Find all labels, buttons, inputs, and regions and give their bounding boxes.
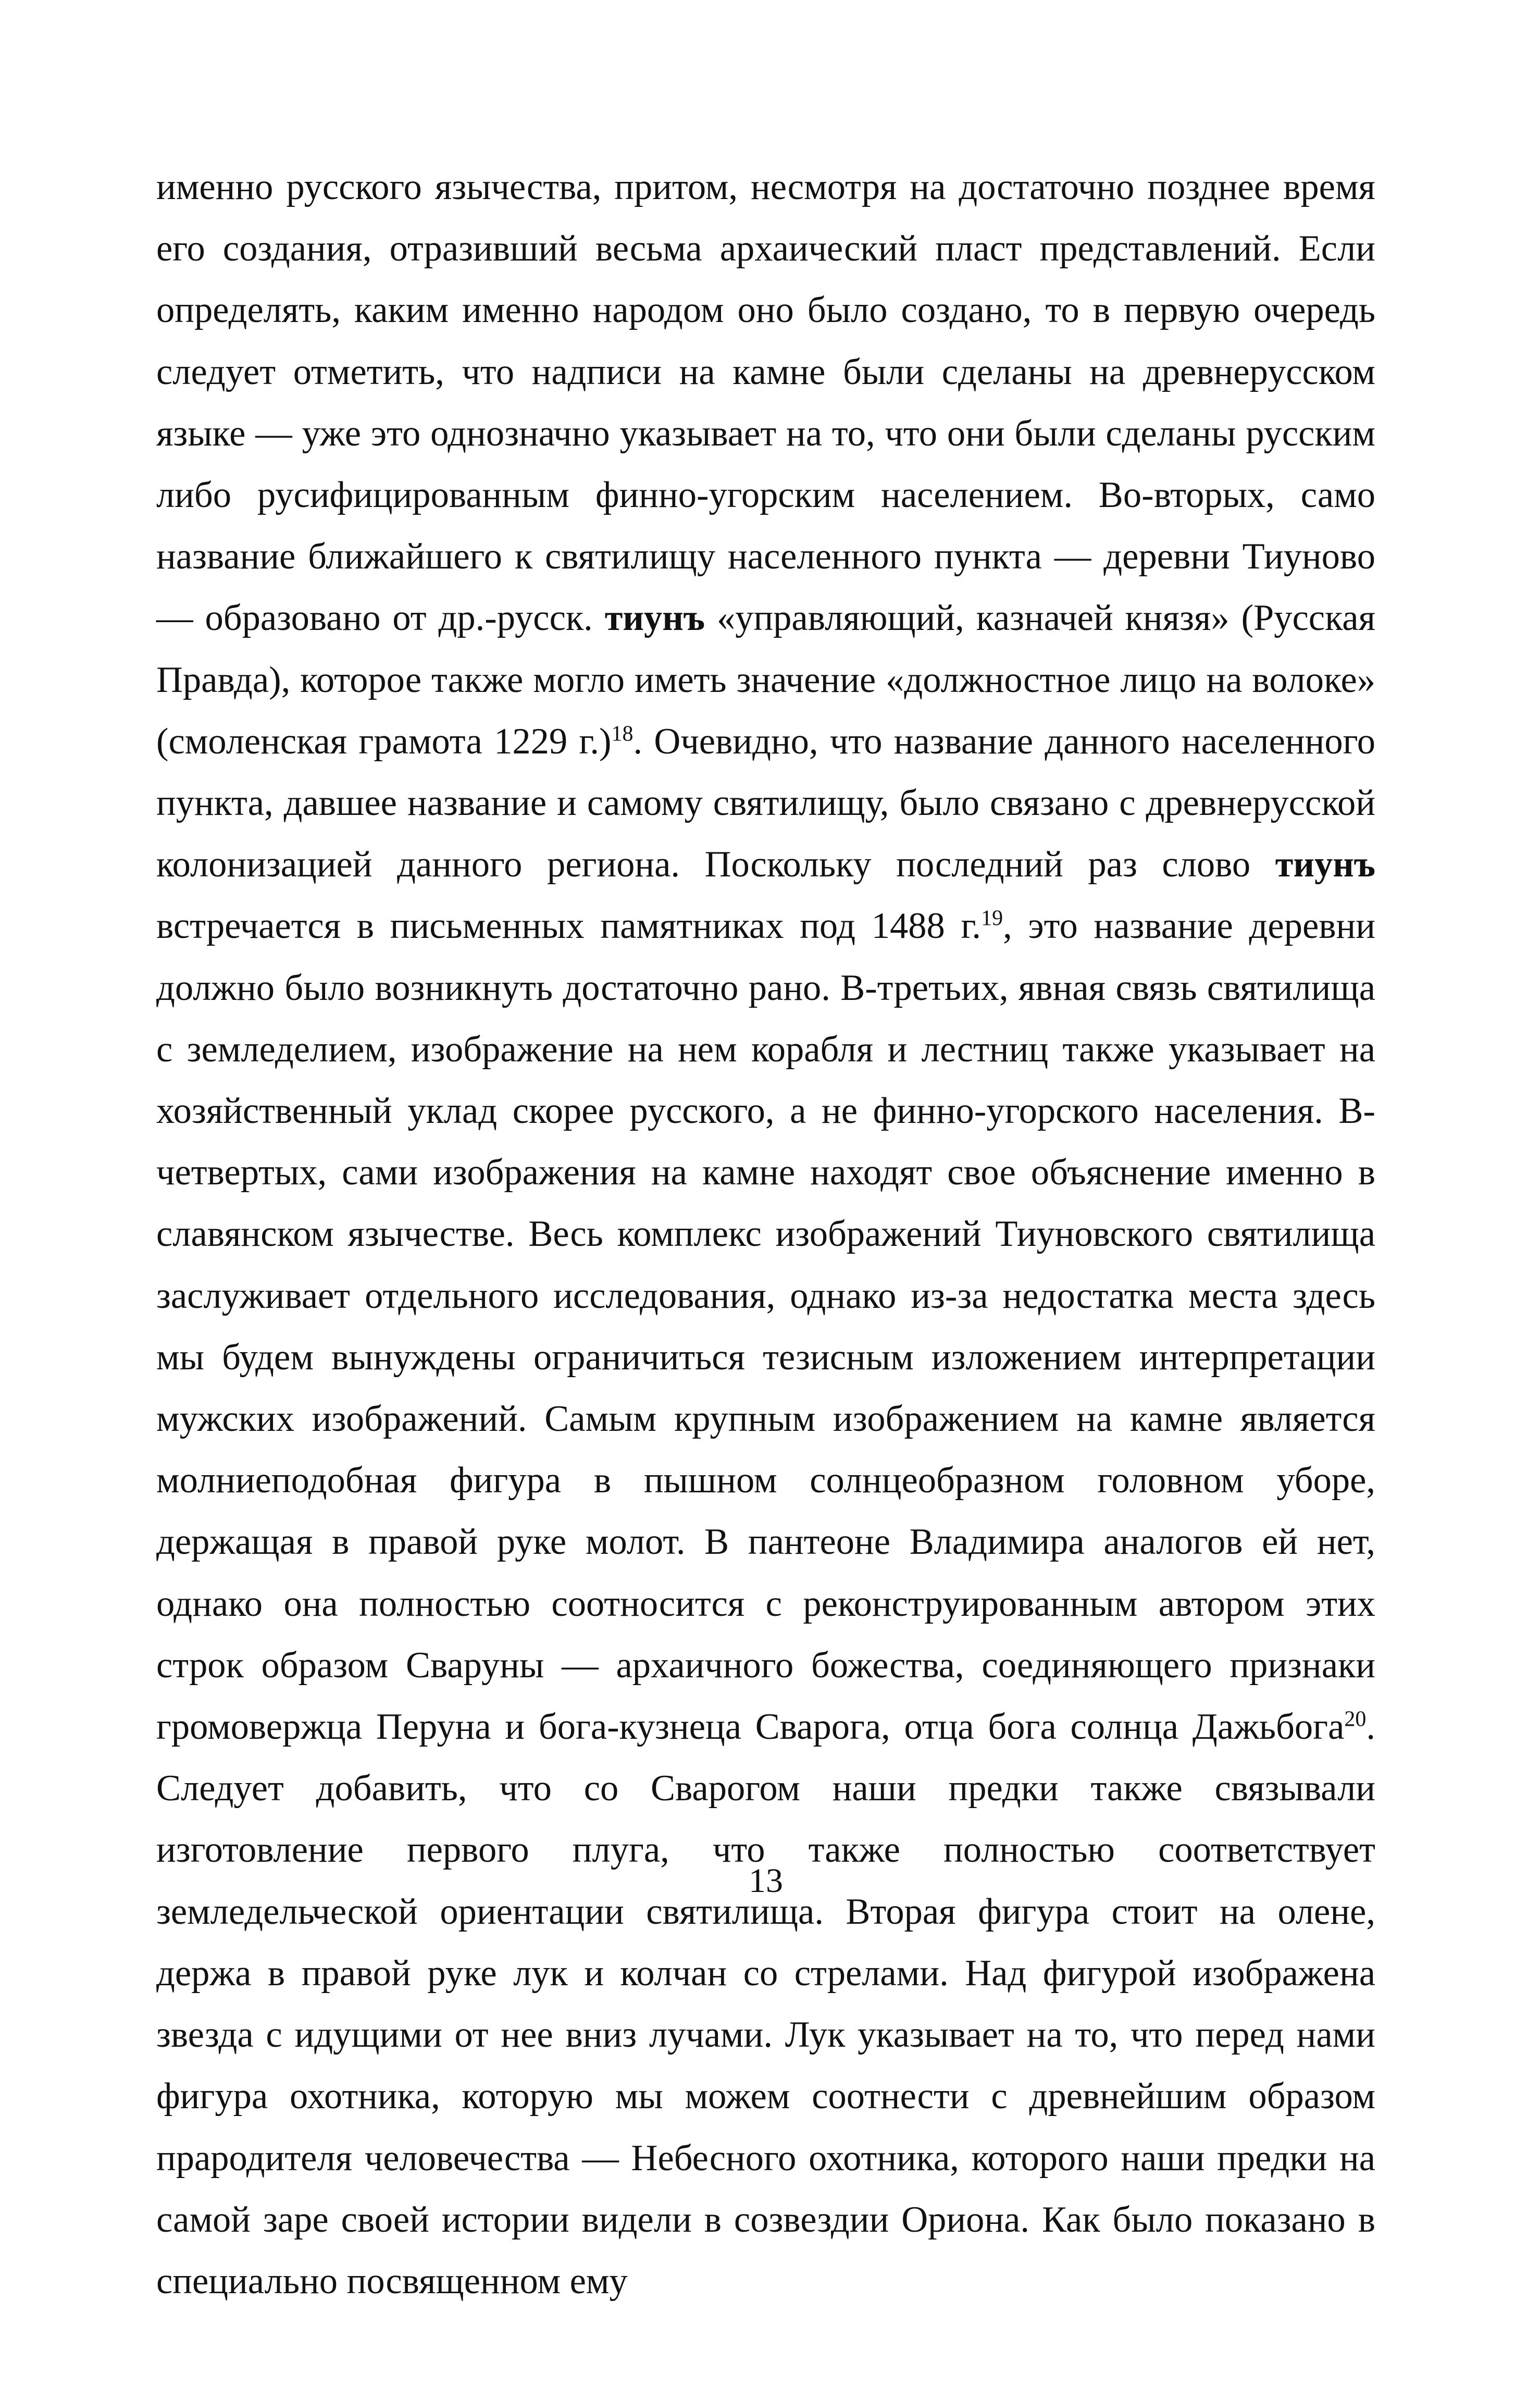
page-number: 13: [749, 1862, 783, 1900]
text-segment-6: . Следует добавить, что со Сварогом наши предки также связывали изготовление первого плуга, что также полностью соответствует земледельческой ориентации святилища. Вторая фигура стоит на олене, держа в правой руке лук и колчан со стрелами. Над фигурой изображена звезда с идущими от нее вниз лучами. Лук указывает на то, что перед нами фигура охотника, которую мы можем соотнести с древнейшим образом прародителя человечества — Небесного охотника, которого наши предки на самой заре своей истории видели в созвездии Ориона. Как было показано в специально посвященном ему: [156, 1706, 1375, 2302]
body-paragraph: [156, 156, 1375, 2312]
footnote-ref-18: 18: [611, 722, 634, 746]
text-segment-2: «управляющий, казначей князя» (Русская Правда), которое также могло иметь значение «должностное лицо на волоке» (смоленская грамота 1229 г.): [156, 598, 1375, 762]
bold-term-tiun-2: тиунъ: [1275, 844, 1375, 885]
text-segment-4: встречается в письменных памятниках под 1488 г.: [156, 906, 982, 947]
footnote-ref-20: 20: [1344, 1707, 1367, 1731]
book-page: [156, 156, 1375, 2400]
text-segment-3: . Очевидно, что название данного населенного пункта, давшее название и самому святилищу, было связано с древнерусской колонизацией данного региона. Поскольку последний раз слово: [156, 721, 1375, 885]
text-segment-5: , это название деревни должно было возникнуть достаточно рано. В-третьих, явная связь святилища с земледелием, изображение на нем корабля и лестниц также указывает на хозяйственный уклад скорее русского, а не финно-угорского населения. В-четвертых, сами изображения на камне находят свое объяснение именно в славянском язычестве. Весь комплекс изображений Тиуновского святилища заслуживает отдельного исследования, однако из-за недостатка места здесь мы будем вынуждены ограничиться тезисным изложением интерпретации мужских изображений. Самым крупным изображением на камне является молниеподобная фигура в пышном солнцеобразном головном уборе, держащая в правой руке молот. В пантеоне Владимира аналогов ей нет, однако она полностью соотносится с реконструированным автором этих строк образом Сваруны — архаичного божества, соединяющего признаки громовержца Перуна и бога-кузнеца Сварога, отца бога солнца Дажьбога: [156, 906, 1375, 1748]
text-segment-1: именно русского язычества, притом, несмотря на достаточно позднее время его создания, отразивший весьма архаический пласт представлений. Если определять, каким именно народом оно было создано, то в первую очередь следует отметить, что надписи на камне были сделаны на древнерусском языке — уже это однозначно указывает на то, что они были сделаны русским либо русифицированным финно-угорским населением. Во-вторых, само название ближайшего к святилищу населенного пункта — деревни Тиуново — образовано от др.-русск.: [156, 167, 1375, 639]
footnote-ref-19: 19: [981, 906, 1003, 931]
bold-term-tiun-1: тиунъ: [604, 598, 705, 639]
